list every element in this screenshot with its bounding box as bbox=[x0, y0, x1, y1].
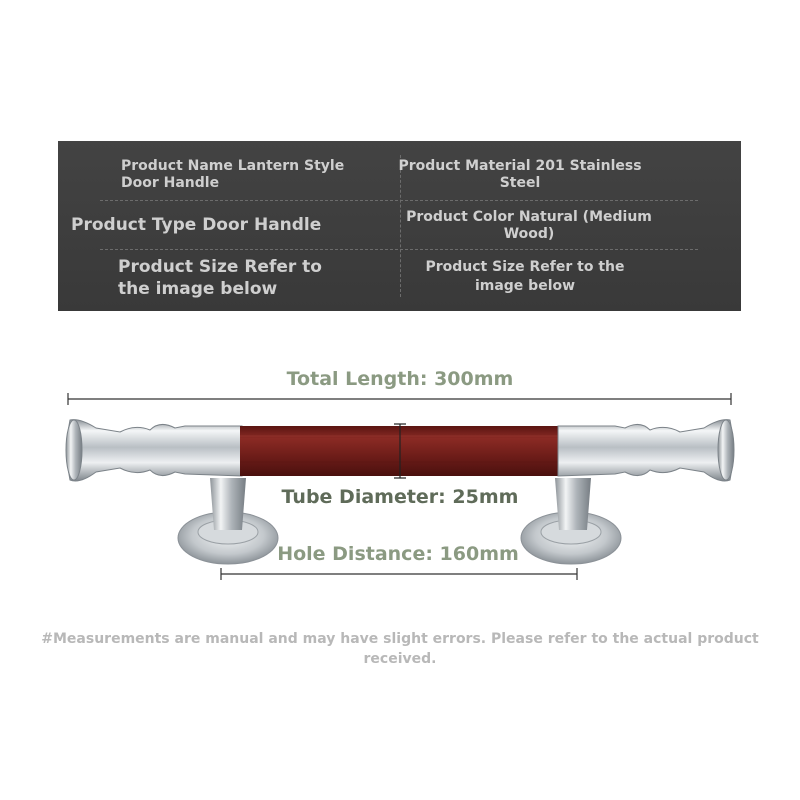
spec-product-name: Product Name Lantern Style Door Handle bbox=[121, 158, 345, 191]
total-length-label: Total Length: 300mm bbox=[286, 368, 514, 390]
hole-distance-dimension-line bbox=[221, 568, 577, 580]
total-length-dimension-line bbox=[68, 393, 731, 405]
spec-product-type: Product Type Door Handle bbox=[71, 215, 322, 235]
spec-product-size-right: Product Size Refer to the image below bbox=[425, 259, 625, 294]
left-steel-end bbox=[66, 420, 242, 481]
tube-diameter-label: Tube Diameter: 25mm bbox=[281, 486, 519, 508]
right-steel-end bbox=[558, 420, 734, 481]
measurement-disclaimer: #Measurements are manual and may have slight errors. Please refer to the actual product received. bbox=[41, 631, 759, 668]
spec-product-color: Product Color Natural (Medium Wood) bbox=[406, 209, 652, 242]
hole-distance-label: Hole Distance: 160mm bbox=[277, 543, 519, 565]
spec-product-size-left: Product Size Refer to the image below bbox=[118, 257, 322, 300]
spec-product-material: Product Material 201 Stainless Steel bbox=[398, 158, 642, 191]
